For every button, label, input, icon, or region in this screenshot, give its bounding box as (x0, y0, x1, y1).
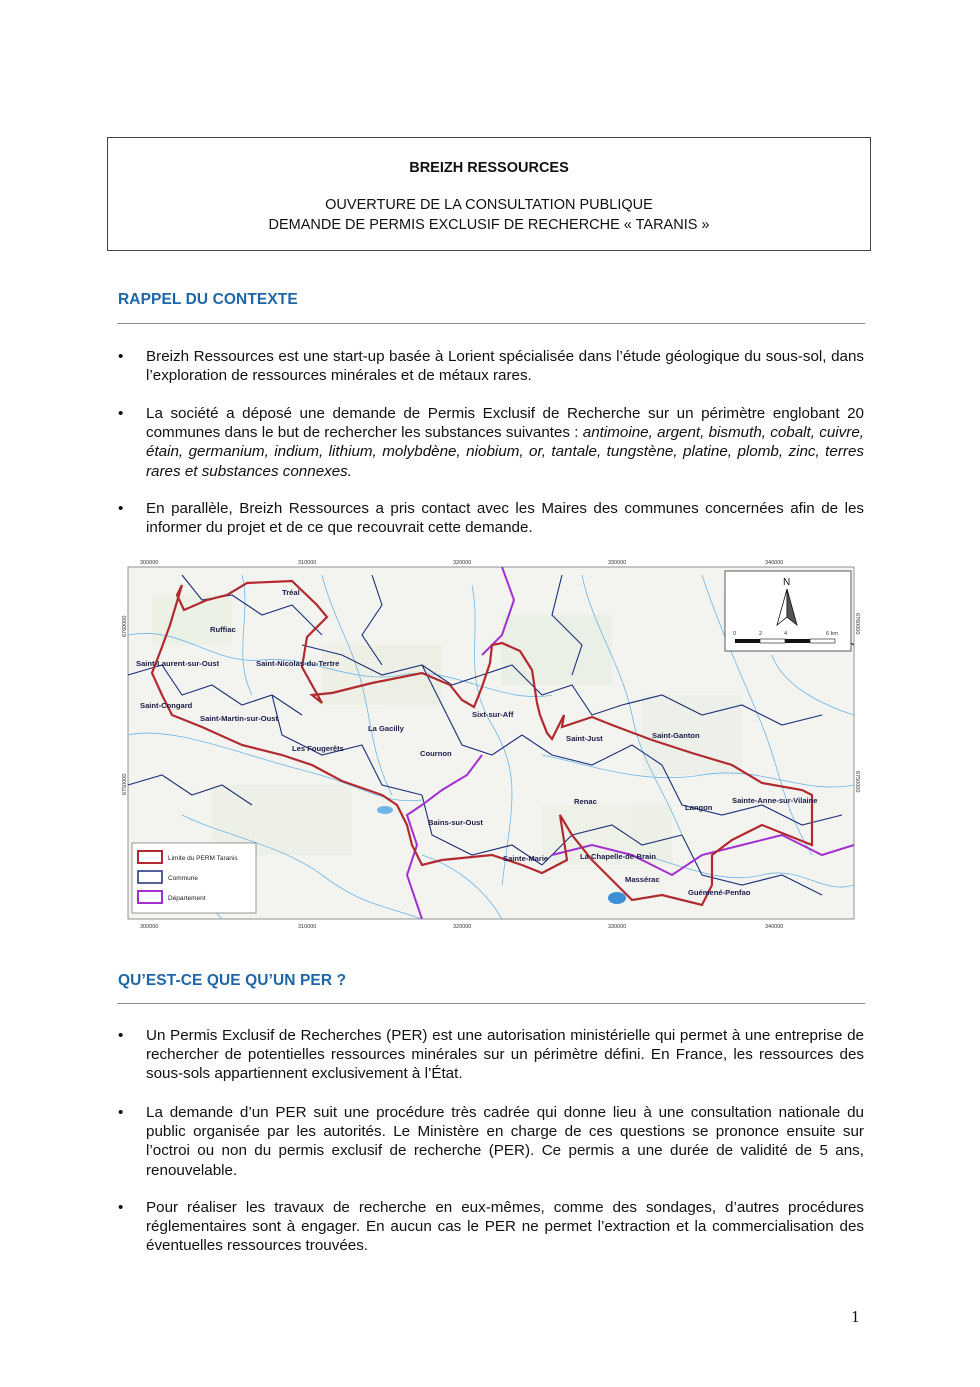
page-number: 1 (851, 1307, 860, 1326)
bullet-text (146, 404, 864, 481)
bullet-icon: • (118, 1027, 124, 1044)
commune-label: Ruffiac (210, 625, 236, 634)
y-tick-label: 6760000 (854, 613, 860, 635)
commune-label: Saint-Ganton (652, 731, 700, 740)
bullet-text: Un Permis Exclusif de Recherches (PER) est une autorisation ministérielle qui permet à une entreprise de rechercher de potentielles ressources minérales sur un périmètre défini. En France, les ressources des sous-sols appartiennent exclusivement à l’État. (146, 1027, 864, 1083)
x-tick-label: 330000 (608, 560, 627, 566)
bullet-icon: • (118, 1104, 124, 1121)
section-title-context: RAPPEL DU CONTEXTE (118, 291, 298, 308)
commune-label: Les Fougerêts (292, 744, 344, 753)
north-arrow-box (725, 571, 851, 651)
bullet-icon: • (118, 1199, 124, 1216)
commune-label: Sainte-Marie (503, 854, 549, 863)
x-tick-label: 310000 (298, 560, 317, 566)
commune-label: Saint-Just (566, 734, 603, 743)
list-item (118, 404, 864, 481)
commune-label: La Gacilly (368, 724, 404, 733)
commune-label: Langon (685, 803, 713, 812)
section-divider (117, 323, 865, 324)
scale-label: 2 (759, 631, 763, 637)
north-label: N (783, 577, 791, 588)
company-name: BREIZH RESSOURCES (409, 160, 569, 176)
y-tick-label: 6760000 (122, 615, 128, 637)
bullet-text: La demande d’un PER suit une procédure très cadrée qui donne lieu à une consultation nationale du public organisée par les autorités. Le Ministère en charge de ces questions se prononce ensuite sur l’octroi ou non du permis exclusif de recherche (PER). Ce permis a une durée de validité de 5 ans, renouvelable. (146, 1104, 864, 1179)
x-tick-label: 310000 (298, 924, 317, 930)
header-subtitle-2: DEMANDE DE PERMIS EXCLUSIF DE RECHERCHE « TARANIS » (268, 217, 710, 233)
list-item (118, 1103, 864, 1180)
scale-label: 6 km (826, 631, 838, 637)
map-legend (132, 843, 256, 913)
commune-label: Saint-Laurent-sur-Oust (136, 659, 220, 668)
commune-label: Saint-Nicolas-du-Tertre (256, 659, 340, 668)
section-divider (117, 1003, 865, 1004)
bullet-text: Pour réaliser les travaux de recherche en eux-mêmes, comme des sondages, d’autres procédures réglementaires sont à engager. En aucun cas le PER ne permet l’extraction et la commercialisation des éventuelles ressources trouvées. (146, 1199, 864, 1255)
list-item (118, 1026, 864, 1084)
list-item (118, 1198, 864, 1256)
document-header (107, 137, 871, 251)
permit-map (122, 555, 860, 930)
x-tick-label: 320000 (453, 560, 472, 566)
legend-departement: Département (168, 895, 206, 902)
y-tick-label: 6750000 (122, 773, 128, 795)
commune-label: La Chapelle-de-Brain (580, 852, 656, 861)
lake (377, 806, 393, 814)
commune-label: Saint-Congard (140, 701, 193, 710)
commune-label: Tréal (282, 588, 300, 597)
scale-label: 4 (784, 631, 788, 637)
x-tick-label: 330000 (608, 924, 627, 930)
section-title-per: QU’EST-CE QUE QU’UN PER ? (118, 972, 347, 989)
bullet-text-intro: La société a déposé une demande de Permis Exclusif de Recherche sur un périmètre englobant 20 communes dans le but de rechercher les substances suivantes : (146, 405, 864, 442)
list-item (118, 499, 864, 537)
bullet-icon: • (118, 348, 124, 365)
x-tick-label: 320000 (453, 924, 472, 930)
commune-label: Renac (574, 797, 597, 806)
x-tick-label: 340000 (765, 924, 784, 930)
lake (608, 892, 626, 904)
x-tick-label: 300000 (140, 924, 159, 930)
substance-list: antimoine, argent, bismuth, cobalt, cuivre, étain, germanium, indium, lithium, molybdène, niobium, or, tantale, tungstène, platine, plomb, zinc, terres rares et substances connexes. (146, 424, 864, 480)
bullet-icon: • (118, 500, 124, 517)
list-item (118, 347, 864, 385)
bullet-text: En parallèle, Breizh Ressources a pris contact avec les Maires des communes concernées afin de les informer du projet et de ce que recouvrait cette demande. (146, 500, 864, 537)
map-figure (122, 555, 860, 930)
commune-label: Sainte-Anne-sur-Vilaine (732, 796, 818, 805)
x-tick-label: 340000 (765, 560, 784, 566)
y-tick-label: 6750000 (854, 771, 860, 793)
commune-label: Bains-sur-Oust (428, 818, 483, 827)
header-subtitle-1: OUVERTURE DE LA CONSULTATION PUBLIQUE (325, 197, 653, 213)
bullet-text: Breizh Ressources est une start-up basée à Lorient spécialisée dans l’étude géologique du sous-sol, dans l’exploration de ressources minérales et de métaux rares. (146, 348, 864, 385)
commune-label: Saint-Martin-sur-Oust (200, 714, 279, 723)
commune-label: Guémené-Penfao (688, 888, 751, 897)
commune-label: Massérac (625, 875, 660, 884)
legend-perimeter: Limite du PERM Taranis (168, 855, 238, 862)
commune-label: Cournon (420, 749, 452, 758)
legend-commune: Commune (168, 875, 198, 882)
bullet-icon: • (118, 405, 124, 422)
scale-label: 0 (733, 631, 737, 637)
commune-label: Sixt-sur-Aff (472, 710, 514, 719)
x-tick-label: 300000 (140, 560, 159, 566)
